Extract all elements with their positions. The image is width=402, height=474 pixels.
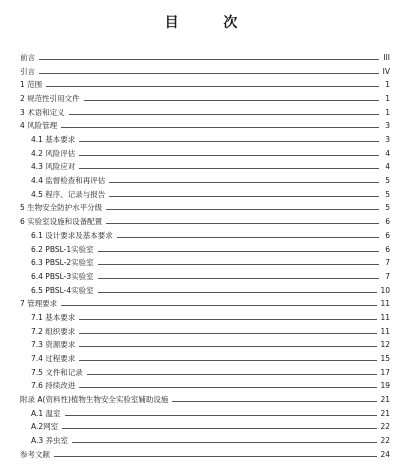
toc-leader-line (54, 456, 377, 457)
toc-entry-page: 10 (380, 285, 390, 295)
toc-entry-page: 19 (380, 381, 390, 391)
toc-leader-line (79, 333, 377, 334)
toc-entry-label: 6.4 PBSL-3实验室 (31, 271, 94, 281)
toc-entry[interactable] (0, 146, 390, 158)
toc-leader-line (39, 73, 379, 74)
toc-entry-label: 4.2 风险评估 (31, 148, 76, 158)
toc-entry-page: 5 (385, 189, 390, 199)
toc-entry-label: 6.3 PBSL-2实验室 (31, 258, 94, 268)
toc-entry[interactable] (0, 283, 390, 295)
toc-entry-page: 5 (385, 203, 390, 213)
toc-entry-label: A.2网室 (31, 422, 59, 432)
toc-entry-label: 7.1 基本要求 (31, 312, 76, 322)
toc-entry-label: 2 规范性引用文件 (20, 94, 80, 104)
toc-leader-line (79, 319, 377, 320)
toc-leader-line (109, 182, 379, 183)
toc-entry[interactable] (0, 255, 390, 267)
toc-entry-label: A.3 养虫室 (31, 436, 69, 446)
toc-entry[interactable] (0, 77, 390, 89)
toc-entry-label: 前言 (20, 53, 35, 62)
toc-leader-line (87, 374, 378, 375)
toc-entry-label: 7 管理要求 (20, 299, 58, 309)
toc-leader-line (98, 251, 379, 252)
toc-leader-line (61, 305, 377, 306)
toc-entry[interactable] (0, 91, 390, 103)
toc-title: 目 次 (164, 15, 258, 31)
toc-entry-label: 4.5 程序、记录与报告 (31, 189, 106, 199)
toc-entry[interactable] (0, 378, 390, 390)
toc-entry-page: 12 (380, 340, 390, 350)
toc-entry[interactable] (0, 105, 390, 117)
toc-entry-label: 4.4 监督检查和再评估 (31, 176, 106, 186)
toc-entry[interactable] (0, 228, 390, 240)
toc-entry[interactable] (0, 50, 390, 62)
toc-leader-line (172, 401, 377, 402)
toc-entry[interactable] (0, 64, 390, 76)
toc-entry-page: 1 (385, 80, 390, 90)
toc-leader-line (39, 59, 379, 60)
toc-leader-line (79, 168, 379, 169)
toc-leader-line (84, 100, 379, 101)
toc-entry[interactable] (0, 118, 390, 130)
toc-leader-line (106, 223, 379, 224)
toc-entry-label: 7.5 文件和记录 (31, 367, 83, 377)
toc-entry-page: 22 (380, 422, 390, 432)
toc-entry-page: 7 (385, 258, 390, 268)
toc-leader-line (98, 278, 379, 279)
toc-entry-page: IV (382, 66, 390, 76)
toc-entry[interactable] (0, 406, 390, 418)
toc-entry-label: 1 范围 (20, 80, 43, 90)
toc-entry-page: 11 (380, 326, 390, 336)
toc-leader-line (106, 209, 379, 210)
toc-entry-label: 6.5 PBSL-4实验室 (31, 285, 94, 295)
toc-entry-page: 17 (380, 367, 390, 377)
toc-leader-line (79, 360, 377, 361)
toc-entry-page: 6 (385, 230, 390, 240)
toc-entry-page: 6 (385, 244, 390, 254)
toc-entry-label: 4.1 基本要求 (31, 135, 76, 145)
toc-entry-page: 11 (380, 312, 390, 322)
toc-entry[interactable] (0, 132, 390, 144)
toc-entry-page: III (383, 53, 390, 62)
toc-entry-label: 6 实验室设施和设备配置 (20, 217, 103, 227)
toc-leader-line (98, 264, 379, 265)
toc-entry-page: 4 (385, 162, 390, 172)
toc-entry-label: 6.1 设计要求及基本要求 (31, 230, 113, 240)
toc-leader-line (79, 155, 379, 156)
toc-entry[interactable] (0, 200, 390, 212)
toc-leader-line (46, 86, 379, 87)
toc-entry[interactable] (0, 310, 390, 322)
toc-entry-label: 5 生物安全防护水平分级 (20, 203, 103, 213)
toc-entry-page: 1 (385, 94, 390, 104)
toc-entry[interactable] (0, 392, 390, 404)
toc-entry-label: 引言 (20, 66, 35, 76)
toc-entry-page: 7 (385, 271, 390, 281)
toc-entry[interactable] (0, 159, 390, 171)
toc-entry[interactable] (0, 296, 390, 308)
toc-entry-label: 7.3 资源要求 (31, 340, 76, 350)
toc-leader-line (72, 442, 377, 443)
toc-entry[interactable] (0, 269, 390, 281)
toc-entry-label: 6.2 PBSL-1实验室 (31, 244, 94, 254)
toc-entry[interactable] (0, 351, 390, 363)
toc-entry[interactable] (0, 433, 390, 445)
toc-entry-page: 5 (385, 176, 390, 186)
toc-entry-label: A.1 温室 (31, 408, 61, 418)
toc-entry-label: 4.3 风险应对 (31, 162, 76, 172)
toc-entry[interactable] (0, 324, 390, 336)
toc-entry[interactable] (0, 365, 390, 377)
toc-entry-page: 11 (380, 299, 390, 309)
toc-entry-label: 7.4 过程要求 (31, 353, 76, 363)
toc-entry-label: 3 术语和定义 (20, 107, 65, 117)
toc-entry-label: 4 风险管理 (20, 121, 58, 131)
toc-entry[interactable] (0, 337, 390, 349)
toc-entry-label: 7.6 持续改进 (31, 381, 76, 391)
toc-entry-page: 4 (385, 148, 390, 158)
toc-entry-page: 3 (385, 135, 390, 145)
toc-entry-page: 6 (385, 217, 390, 227)
toc-entry-label: 附录 A(资料性)植物生物安全实验室辅助设施 (20, 395, 169, 404)
toc-entry-label: 参考文献 (20, 449, 50, 459)
toc-entry-page: 22 (380, 436, 390, 446)
toc-entry[interactable] (0, 173, 390, 185)
toc-entry[interactable] (0, 447, 390, 459)
toc-entry[interactable] (0, 214, 390, 226)
toc-leader-line (79, 346, 377, 347)
toc-entry-page: 24 (380, 449, 390, 459)
toc-leader-line (61, 127, 379, 128)
toc-leader-line (98, 292, 378, 293)
toc-leader-line (69, 114, 379, 115)
toc-entry[interactable] (0, 419, 390, 431)
toc-leader-line (117, 237, 379, 238)
toc-entry-page: 21 (380, 395, 390, 404)
toc-leader-line (79, 141, 379, 142)
toc-leader-line (62, 428, 377, 429)
toc-entry-page: 21 (380, 408, 390, 418)
toc-leader-line (65, 415, 378, 416)
toc-entry-page: 3 (385, 121, 390, 131)
toc-leader-line (109, 196, 379, 197)
toc-entry[interactable] (0, 242, 390, 254)
toc-entry-label: 7.2 组织要求 (31, 326, 76, 336)
toc-entry-page: 15 (380, 353, 390, 363)
toc-leader-line (79, 387, 377, 388)
toc-entry[interactable] (0, 187, 390, 199)
toc-entry-page: 1 (385, 107, 390, 117)
